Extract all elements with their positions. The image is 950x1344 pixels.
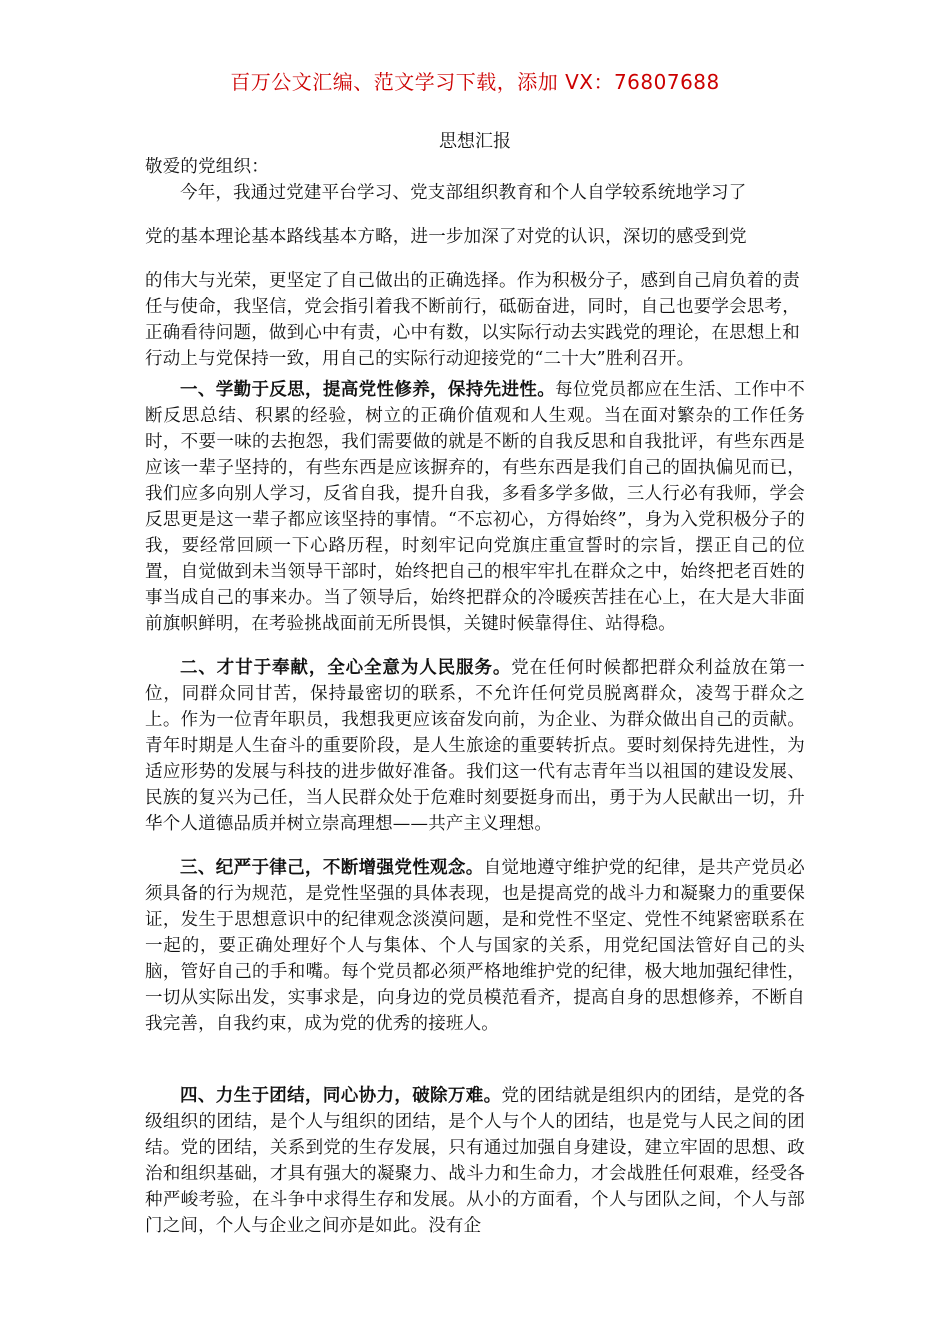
section-2 <box>145 655 805 837</box>
section-3-heading: 三、纪严于律己，不断增强党性观念。 <box>180 858 484 878</box>
header-banner: 百万公文汇编、范文学习下载，添加 VX：76807688 <box>230 70 720 94</box>
section-1-heading: 一、学勤于反思，提高党性修养，保持先进性。 <box>180 380 556 400</box>
document-title: 思想汇报 <box>439 131 511 152</box>
salutation: 敬爱的党组织： <box>145 157 269 177</box>
intro-line-2: 党的基本理论基本路线基本方略，进一步加深了对党的认识，深切的感受到党 <box>145 227 747 247</box>
intro-line-1: 今年，我通过党建平台学习、党支部组织教育和个人自学较系统地学习了 <box>180 183 747 203</box>
section-1-body: 每位党员都应在生活、工作中不断反思总结、积累的经验，树立的正确价值观和人生观。当在面对繁杂的工作任务时，不要一味的去抱怨，我们需要做的就是不断的自我反思和自我批评，有些东西是应该一辈子坚持的，有些东西是应该摒弃的，有些东西是我们自己的固执偏见而已，我们应多向别人学习，反省自我，提升自我，多看多学多做，三人行必有我师，学会反思更是这一辈子都应该坚持的事情。“不忘初心，方得始终”，身为入党积极分子的我，要经常回顾一下心路历程，时刻牢记向党旗庄重宣誓时的宗旨，摆正自己的位置，自觉做到未当领导干部时，始终把自己的根牢牢扎在群众之中，始终把老百姓的事当成自己的事来办。当了领导后，始终把群众的冷暖疾苦挂在心上，在大是大非面前旗帜鲜明，在考验挑战面前无所畏惧，关键时候靠得住、站得稳。 <box>145 380 805 634</box>
section-2-body: 党在任何时候都把群众利益放在第一位，同群众同甘苦，保持最密切的联系，不允许任何党员脱离群众，凌驾于群众之上。作为一位青年职员，我想我更应该奋发向前，为企业、为群众做出自己的贡献。青年时期是人生奋斗的重要阶段，是人生旅途的重要转折点。要时刻保持先进性，为适应形势的发展与科技的进步做好准备。我们这一代有志青年当以祖国的建设发展、民族的复兴为己任，当人民群众处于危难时刻要挺身而出，勇于为人民献出一切，升华个人道德品质并树立崇高理想——共产主义理想。 <box>145 658 805 834</box>
section-3-body: 自觉地遵守维护党的纪律，是共产党员必须具备的行为规范，是党性坚强的具体表现，也是提高党的战斗力和凝聚力的重要保证，发生于思想意识中的纪律观念淡漠问题，是和党性不坚定、党性不纯紧密联系在一起的，要正确处理好个人与集体、个人与国家的关系，用党纪国法管好自己的头脑，管好自己的手和嘴。每个党员都必须严格地维护党的纪律，极大地加强纪律性，一切从实际出发，实事求是，向身边的党员模范看齐，提高自身的思想修养，不断自我完善，自我约束，成为党的优秀的接班人。 <box>145 858 805 1034</box>
intro-paragraph <box>145 180 805 372</box>
section-4-body: 党的团结就是组织内的团结，是党的各级组织的团结，是个人与组织的团结，是个人与个人的团结，也是党与人民之间的团结。党的团结，关系到党的生存发展，只有通过加强自身建设，建立牢固的思想、政治和组织基础，才具有强大的凝聚力、战斗力和生命力，才会战胜任何艰难，经受各种严峻考验，在斗争中求得生存和发展。从小的方面看，个人与团队之间，个人与部门之间，个人与企业之间亦是如此。没有企 <box>145 1086 805 1236</box>
section-4 <box>145 1083 805 1239</box>
section-4-heading: 四、力生于团结，同心协力，破除万难。 <box>180 1086 502 1106</box>
intro-rest: 的伟大与光荣，更坚定了自己做出的正确选择。作为积极分子，感到自己肩负着的责任与使命，我坚信，党会指引着我不断前行，砥砺奋进，同时，自己也要学会思考，正确看待问题，做到心中有责，心中有数，以实际行动去实践党的理论，在思想上和行动上与党保持一致，用自己的实际行动迎接党的“二十大”胜利召开。 <box>145 271 800 369</box>
section-3 <box>145 855 805 1037</box>
section-1 <box>145 377 805 637</box>
section-2-heading: 二、才甘于奉献，全心全意为人民服务。 <box>180 658 512 678</box>
